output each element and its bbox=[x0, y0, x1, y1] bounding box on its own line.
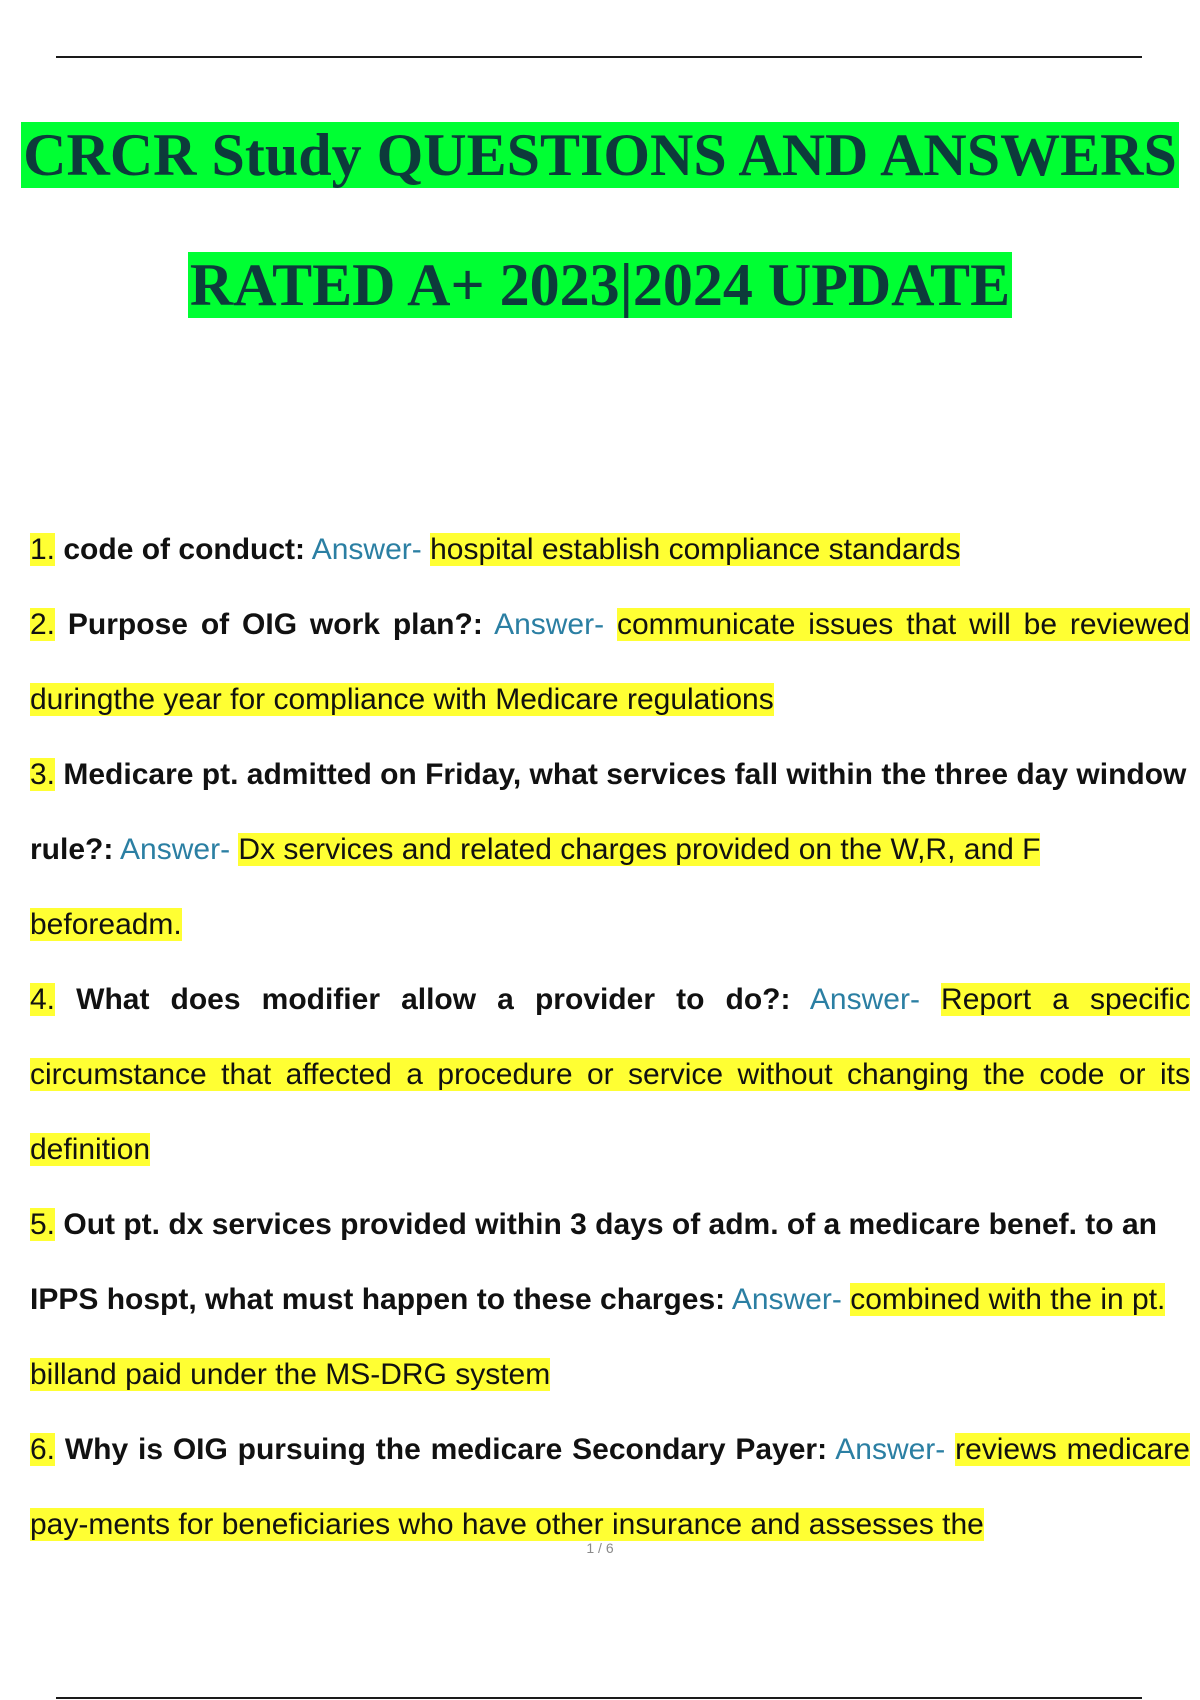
item-number: 2. bbox=[30, 608, 56, 641]
bottom-rule bbox=[56, 1697, 1142, 1699]
item-number: 6. bbox=[30, 1433, 56, 1466]
item-number: 4. bbox=[30, 983, 56, 1016]
qa-item-4 bbox=[30, 962, 1190, 1187]
answer-label: Answer- bbox=[311, 533, 422, 566]
document-title-line-1 bbox=[0, 122, 1200, 188]
item-answer: hospital establish compliance standards bbox=[430, 533, 961, 566]
item-number: 5. bbox=[30, 1208, 56, 1241]
qa-item-1 bbox=[30, 512, 1190, 587]
top-rule bbox=[56, 56, 1142, 58]
qa-item-3 bbox=[30, 737, 1190, 962]
item-question: Out pt. dx services provided within 3 days of adm. of a medicare benef. to an IPPS hospt, what must happen to these charges: bbox=[30, 1208, 1157, 1316]
item-question: What does modifier allow a provider to do?: bbox=[76, 983, 791, 1016]
item-answer: combined with the in pt. billand paid under the MS-DRG system bbox=[30, 1283, 1166, 1391]
item-question: Why is OIG pursuing the medicare Secondary Payer: bbox=[64, 1433, 828, 1466]
item-answer: reviews medicare pay-ments for beneficiaries who have other insurance and assesses the bbox=[30, 1433, 1190, 1541]
item-answer: Dx services and related charges provided on the W,R, and F beforeadm. bbox=[30, 833, 1041, 941]
qa-list bbox=[30, 512, 1190, 1562]
answer-label: Answer- bbox=[120, 833, 231, 866]
item-question: Medicare pt. admitted on Friday, what services fall within the three day window rule?: bbox=[30, 758, 1187, 866]
page-number: 1 / 6 bbox=[586, 1540, 614, 1556]
title-highlight-2: RATED A+ 2023|2024 UPDATE bbox=[189, 252, 1011, 318]
answer-label: Answer- bbox=[731, 1283, 842, 1316]
item-number: 1. bbox=[30, 533, 56, 566]
qa-item-5 bbox=[30, 1187, 1190, 1412]
document-title-line-2 bbox=[0, 252, 1200, 318]
item-answer: Report a specific circumstance that affected a procedure or service without changing the code or its definition bbox=[30, 983, 1190, 1166]
answer-label: Answer- bbox=[835, 1433, 946, 1466]
answer-label: Answer- bbox=[809, 983, 920, 1016]
qa-item-2 bbox=[30, 587, 1190, 737]
item-question: Purpose of OIG work plan?: bbox=[67, 608, 483, 641]
answer-label: Answer- bbox=[494, 608, 605, 641]
item-number: 3. bbox=[30, 758, 56, 791]
item-question: code of conduct: bbox=[63, 533, 306, 566]
title-highlight-1: CRCR Study QUESTIONS AND ANSWERS bbox=[23, 122, 1177, 188]
item-answer: communicate issues that will be reviewed duringthe year for compliance with Medicare regulations bbox=[30, 608, 1190, 716]
